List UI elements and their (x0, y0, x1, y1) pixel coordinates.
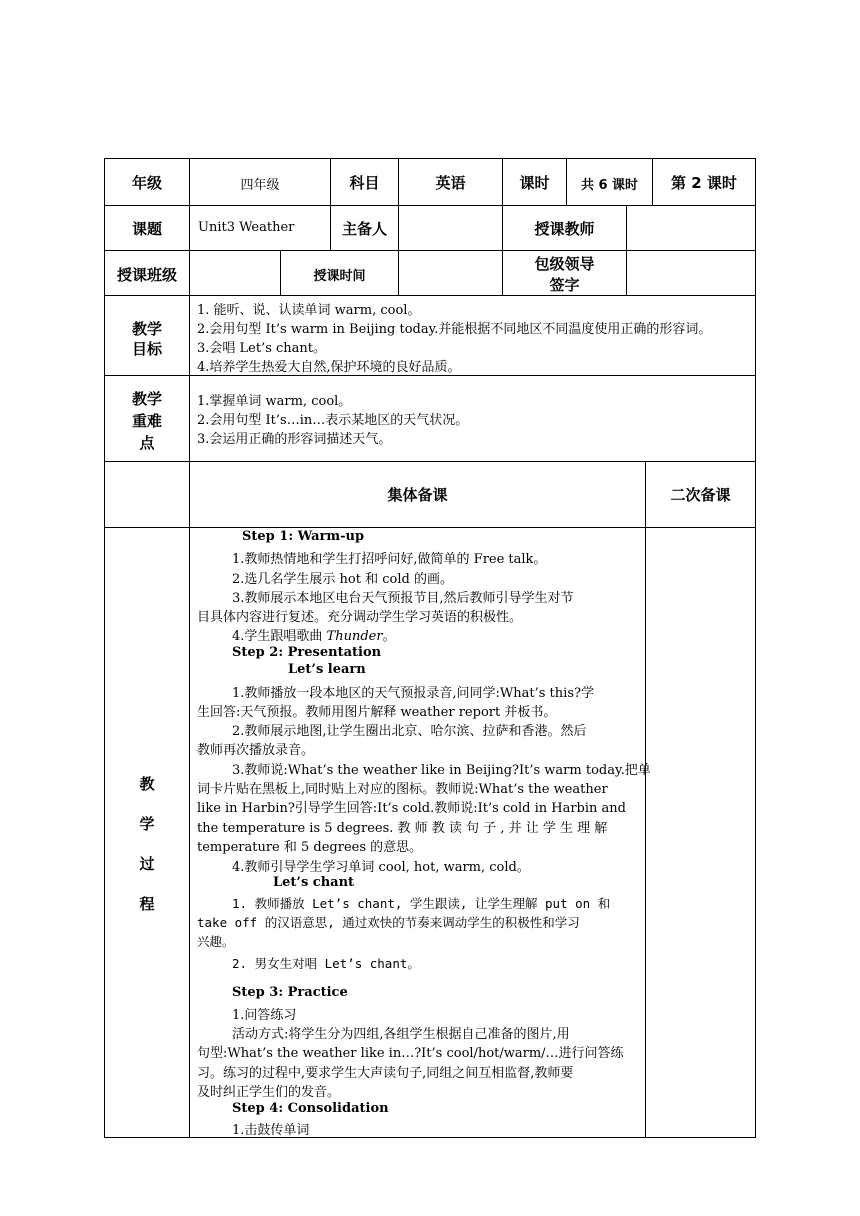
step1-item: 3.教师展示本地区电台天气预报节目,然后教师引导学生对节 (232, 591, 574, 606)
step2-item: 2.教师展示地图,让学生圈出北京、哈尔滨、拉萨和香港。然后 (232, 724, 587, 739)
objectives-label-line2: 目标 (131, 340, 162, 358)
collective-prep-label: 集体备课 (387, 486, 448, 504)
step2-item: the temperature is 5 degrees. 教 师 教 读 句 子 , 并 让 学 生 理 解 (197, 821, 608, 836)
step2-item: 3.教师说:What’s the weather like in Beijing?It’s warm today.把单 (232, 763, 651, 778)
leader-label-line2: 签字 (549, 276, 580, 294)
chant-item: 兴趣。 (197, 934, 235, 949)
step4-title: Step 4: Consolidation (232, 1101, 389, 1116)
keypoint-item: 3.会运用正确的形容词描述天气。 (197, 432, 392, 447)
step1-item-song: 4.学生跟唱歌曲 Thunder。 (232, 629, 396, 644)
grade-value: 四年级 (240, 178, 280, 193)
keypoints-label-line3: 点 (139, 434, 155, 452)
process-label-char: 过 (139, 855, 155, 873)
step3-item: 1.问答练习 (232, 1008, 297, 1023)
grade-label: 年级 (131, 174, 162, 192)
step3-item: 及时纠正学生们的发音。 (197, 1085, 341, 1100)
time-value-cell (398, 250, 503, 296)
step2-item: 生回答:天气预报。教师用图片解释 weather report 并板书。 (197, 705, 557, 720)
step3-item: 习。练习的过程中,要求学生大声读句子,同组之间互相监督,教师要 (197, 1066, 574, 1081)
topic-value: Unit3 Weather (198, 220, 295, 235)
step2-item: 教师再次播放录音。 (197, 743, 315, 758)
subject-value: 英语 (435, 174, 466, 192)
prep-blank-cell (104, 461, 190, 528)
keypoint-item: 1.掌握单词 warm, cool。 (197, 394, 352, 409)
step2-item: like in Harbin?引导学生回答:It’s cold.教师说:It’s cold in Harbin and (197, 801, 626, 816)
period-total: 共 6 课时 (580, 178, 639, 193)
step4-item: 1.击鼓传单词 (232, 1123, 310, 1138)
chant-item: 1. 教师播放 Let’s chant, 学生跟读, 让学生理解 put on 和 (232, 896, 611, 911)
period-current: 第 2 课时 (671, 174, 737, 192)
objectives-label-line1: 教学 (131, 320, 162, 338)
step3-item: 句型:What’s the weather like in…?It’s cool/hot/warm/…进行问答练 (197, 1046, 624, 1061)
song-title: Thunder (326, 629, 383, 644)
step1-item: 2.选几名学生展示 hot 和 cold 的画。 (232, 572, 453, 587)
step3-item: 活动方式:将学生分为四组,各组学生根据自己准备的图片,用 (232, 1027, 570, 1042)
process-secondary-cell (645, 527, 756, 1138)
secondary-prep-label: 二次备课 (670, 486, 731, 504)
objective-item: 3.会唱 Let’s chant。 (197, 341, 327, 356)
step2-title: Step 2: Presentation (232, 645, 382, 660)
step3-title: Step 3: Practice (232, 985, 348, 1000)
objective-item: 1. 能听、说、认读单词 warm, cool。 (197, 303, 421, 318)
step2-item: temperature 和 5 degrees 的意思。 (197, 840, 423, 855)
leader-value-cell (626, 250, 756, 296)
topic-label: 课题 (131, 220, 162, 238)
preparer-label: 主备人 (341, 220, 387, 238)
lets-chant-title: Let’s chant (273, 875, 355, 890)
step1-item: 1.教师热情地和学生打招呼问好,做简单的 Free talk。 (232, 552, 547, 567)
step2-item: 4.教师引导学生学习单词 cool, hot, warm, cold。 (232, 860, 530, 875)
keypoints-label-line1: 教学 (131, 390, 162, 408)
process-label-char: 程 (139, 895, 155, 913)
time-label: 授课时间 (313, 269, 366, 284)
teacher-label: 授课教师 (534, 220, 595, 238)
teacher-value-cell (626, 205, 756, 251)
period-label: 课时 (519, 174, 550, 192)
leader-label-line1: 包级领导 (534, 255, 595, 273)
process-label-char: 学 (139, 815, 155, 833)
chant-item: take off 的汉语意思, 通过欢快的节奏来调动学生的积极性和学习 (197, 915, 580, 930)
preparer-value-cell (398, 205, 503, 251)
objective-item: 2.会用句型 It’s warm in Beijing today.并能根据不同地区不同温度使用正确的形容词。 (197, 322, 712, 337)
class-label: 授课班级 (116, 266, 177, 284)
keypoint-item: 2.会用句型 It’s…in…表示某地区的天气状况。 (197, 413, 469, 428)
objective-item: 4.培养学生热爱大自然,保护环境的良好品质。 (197, 360, 461, 375)
chant-item: 2. 男女生对唱 Let’s chant。 (232, 956, 420, 971)
process-label-char: 教 (139, 775, 155, 793)
step1-item: 目具体内容进行复述。充分调动学生学习英语的积极性。 (197, 610, 523, 625)
subject-label: 科目 (349, 174, 380, 192)
step2-item: 1.教师播放一段本地区的天气预报录音,问同学:What’s this?学 (232, 686, 594, 701)
class-value-cell (189, 250, 281, 296)
lets-learn-title: Let’s learn (288, 662, 366, 677)
step1-title: Step 1: Warm-up (242, 529, 365, 544)
keypoints-label-line2: 重难 (131, 412, 162, 430)
step2-item: 词卡片贴在黑板上,同时贴上对应的图标。教师说:What’s the weather (197, 782, 608, 797)
